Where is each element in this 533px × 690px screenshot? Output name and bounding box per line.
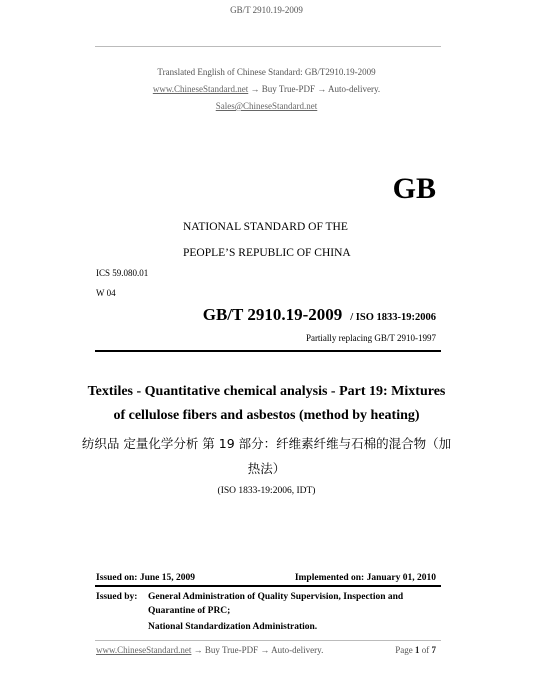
- issued-on: Issued on: June 15, 2009: [96, 573, 195, 583]
- site-link[interactable]: www.ChineseStandard.net: [152, 84, 249, 94]
- page-of: of: [421, 645, 430, 655]
- issued-by-line-1: General Administration of Quality Supervision, Inspection and: [148, 592, 404, 602]
- standard-number-line: [203, 305, 436, 325]
- email-line: [0, 101, 533, 111]
- page-total: 7: [431, 645, 436, 655]
- footer-site-link[interactable]: www.ChineseStandard.net: [96, 645, 192, 655]
- footer-buy-text: → Buy True-PDF → Auto-delivery.: [193, 645, 324, 655]
- chinese-title-line-2: 热法）: [247, 461, 286, 476]
- implemented-on: Implemented on: January 01, 2010: [294, 573, 436, 583]
- gb-mark: GB: [392, 172, 436, 205]
- replacing-note: Partially replacing GB/T 2910-1997: [305, 333, 436, 343]
- ics-code: ICS 59.080.01: [96, 268, 149, 278]
- page-current: 1: [415, 645, 420, 655]
- issued-by-line-3: National Standardization Administration.: [148, 622, 318, 632]
- chinese-title-line-1: 纺织品 定量化学分析 第 19 部分：纤维素纤维与石棉的混合物（加: [81, 436, 452, 451]
- iso-reference: / ISO 1833-19:2006: [350, 312, 436, 323]
- footer-divider: [95, 640, 441, 641]
- footer-links: [96, 645, 323, 655]
- english-title-line-1: Textiles - Quantitative chemical analysis - Part 19: Mixtures: [87, 384, 446, 399]
- page-label: Page: [395, 645, 413, 655]
- header-divider: [95, 46, 441, 47]
- category-code: W 04: [96, 288, 116, 298]
- national-line-2: PEOPLE’S REPUBLIC OF CHINA: [183, 247, 351, 259]
- english-title-line-2: of cellulose fibers and asbestos (method by heating): [113, 408, 420, 423]
- running-header: GB/T 2910.19-2009: [230, 5, 303, 15]
- national-line-1: NATIONAL STANDARD OF THE: [183, 221, 348, 233]
- translated-line: Translated English of Chinese Standard: GB/T2910.19-2009: [157, 67, 376, 77]
- issue-rule: [95, 585, 441, 587]
- issued-by-line-2: Quarantine of PRC;: [148, 606, 231, 616]
- header-links-line: [0, 84, 533, 94]
- standard-number: GB/T 2910.19-2009: [202, 305, 343, 324]
- title-rule: [95, 350, 441, 352]
- iso-idt: (ISO 1833-19:2006, IDT): [217, 486, 316, 496]
- email-link[interactable]: Sales@ChineseStandard.net: [215, 101, 318, 111]
- page-indicator: [395, 645, 436, 655]
- issued-by-label: Issued by:: [96, 592, 138, 602]
- buy-text: → Buy True-PDF → Auto-delivery.: [250, 84, 381, 94]
